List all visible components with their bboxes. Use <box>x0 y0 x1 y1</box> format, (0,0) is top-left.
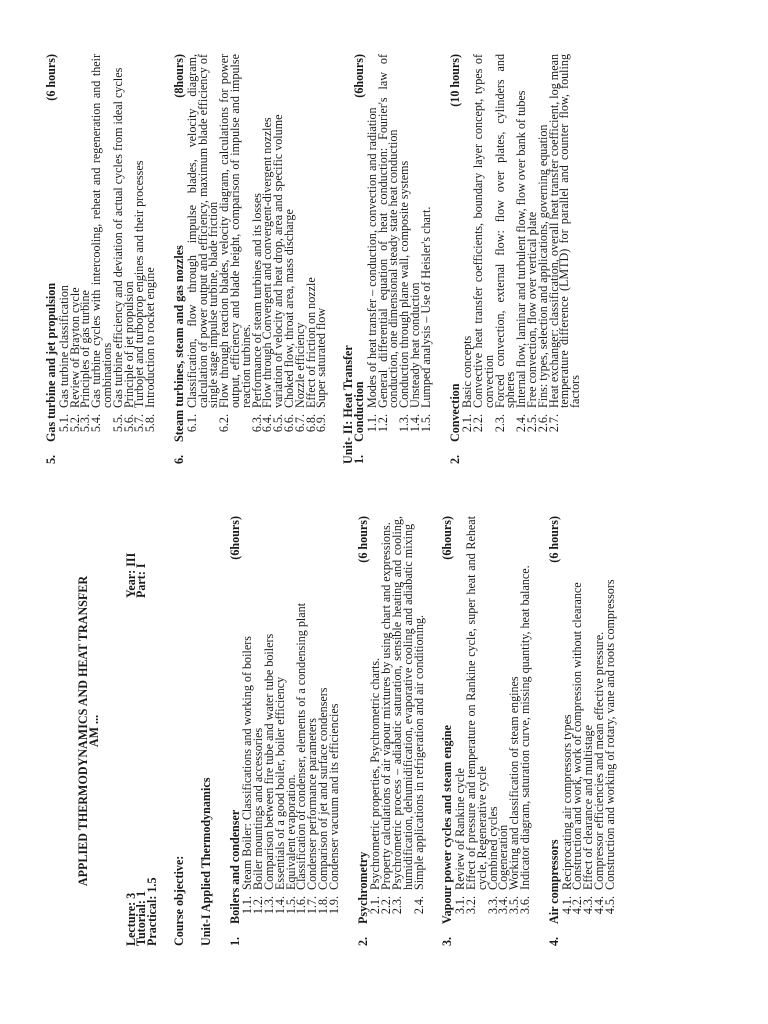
item-number: 1.5. <box>283 896 298 915</box>
item-text: Condenser performance parameters <box>305 718 320 890</box>
unit1-sections-b <box>46 54 327 464</box>
item-number: 6.1. <box>184 414 199 433</box>
item-number: 6.5. <box>271 414 286 433</box>
item-number: 3.6. <box>517 896 532 915</box>
item-text: Basic concepts <box>460 335 475 408</box>
list-item <box>389 516 415 924</box>
item-text: Convective heat transfer coefficients, boundary layer concept, types of convection <box>471 54 496 408</box>
item-text: Forced convection, external flow: flow over plates, cylinders and spheres <box>492 54 518 408</box>
part-label: Part: I <box>134 563 149 598</box>
document-subtitle: AM ... <box>86 714 101 748</box>
section-title: Air compressors <box>546 839 561 924</box>
item-text: Construction and working of rotary, vane and roots compressors <box>602 579 617 890</box>
section-hours: (6 hours) <box>44 54 58 101</box>
item-text: Classification of condenser, elements of a condensing plant <box>294 603 309 890</box>
item-text: Effect of pressure and temperature on Rankine cycle, super heat and Reheat cycle, Regenerative cycle <box>463 516 489 890</box>
item-number: 2.6. <box>535 414 550 433</box>
item-number: 6.9. <box>314 414 329 433</box>
item-number: 5.7. <box>132 414 147 433</box>
item-number: 6.7. <box>292 414 307 433</box>
item-number: 5.4. <box>89 414 104 433</box>
item-number: 2.5. <box>525 414 540 433</box>
item-text: Internal flow, laminar and turbulent flow, flow over bank of tubes <box>514 90 529 408</box>
item-number: 1.8. <box>315 896 330 915</box>
course-objective-heading: Course objective: <box>171 855 186 946</box>
section <box>447 54 583 464</box>
item-text: Reciprocating air compressors types <box>559 714 574 890</box>
item-text: Indicator diagram, saturation curve, missing quantity, heat balance. <box>517 565 532 890</box>
item-text: Classification, flow through impulse blades, velocity diagram, calculation of power output and efficiency, maximum blade efficiency of single stage impulse turbine, blade friction <box>184 54 221 408</box>
item-number: 4.5. <box>602 896 617 915</box>
item-number: 6.8. <box>303 414 318 433</box>
section-number: 2. <box>355 936 370 946</box>
year-label: Year: III <box>123 552 138 598</box>
section-title: Psychrometry <box>355 851 370 924</box>
lecture-hours: Lecture: 3 <box>123 892 138 946</box>
list-item <box>184 54 221 442</box>
item-text: Modes of heat transfer – conduction, convection and radiation <box>364 107 379 408</box>
section-items <box>364 54 433 442</box>
list-item <box>316 54 327 442</box>
item-text: Psychrometric properties, Psychrometric charts. <box>368 657 383 890</box>
left-column <box>78 516 615 946</box>
section-title: Convection <box>447 383 462 442</box>
section-hours: (6hours) <box>227 516 242 560</box>
item-text: General differential equation of heat conduction: Fourier's law of conduction, one dimensional steady state heat conduction <box>375 54 401 408</box>
section-items <box>462 54 581 442</box>
item-number: 5.5. <box>110 414 125 433</box>
document-title: APPLIED THERMODYNAMICS AND HEAT TRANSFER <box>76 575 90 887</box>
unit2-heading: Unit- II: Heat Transfer <box>341 345 356 464</box>
unit2-sections <box>351 54 583 464</box>
section-items <box>370 516 424 924</box>
list-item <box>326 516 341 924</box>
list-item <box>375 54 401 442</box>
item-text: Cogeneration <box>496 824 511 890</box>
item-number: 3.2. <box>463 896 478 915</box>
item-text: Review of Rankine cycle <box>453 768 468 890</box>
section-heading <box>227 516 242 946</box>
item-text: Boiler mountings and accessories <box>251 727 266 890</box>
item-text: Review of Brayton cycle <box>67 287 82 408</box>
list-item <box>517 516 532 924</box>
section-items <box>56 54 158 442</box>
list-item <box>602 516 617 924</box>
item-text: Equivalent evaporation. <box>283 774 298 890</box>
item-text: Heat exchanger: classification, overall heat transfer coefficient, log mean temperature difference (LMTD) for parallel and counter flow, fouling factors <box>546 54 583 408</box>
item-number: 1.4. <box>407 414 422 433</box>
item-number: 4.2. <box>570 896 585 915</box>
section-title: Vapour power cycles and steam engine <box>440 725 455 924</box>
section-hours: (6hours) <box>351 54 366 98</box>
item-number: 1.3. <box>397 414 412 433</box>
section <box>546 516 617 946</box>
section-heading <box>355 516 370 946</box>
item-number: 6.3. <box>249 414 264 433</box>
item-text: Conduction through plane wall, composite systems <box>397 160 412 408</box>
item-number: 2.3. <box>492 414 507 433</box>
item-text: Combined cycles <box>485 806 500 890</box>
item-number: 5.1. <box>56 414 71 433</box>
item-text: Comparison between fire tube and water tube boilers <box>261 633 276 890</box>
list-item <box>145 54 156 442</box>
item-number: 1.9. <box>326 896 341 915</box>
item-number: 3.4. <box>496 896 511 915</box>
right-column <box>46 54 581 464</box>
practical-hours: Practical: 1.5 <box>145 877 160 946</box>
item-number: 2.2. <box>379 896 394 915</box>
item-number: 6.6. <box>281 414 296 433</box>
section-hours: (6 hours) <box>355 516 370 563</box>
section-heading <box>447 54 462 464</box>
section <box>46 54 156 464</box>
section <box>227 516 341 946</box>
item-text: Comparison of jet and surface condensers <box>315 687 330 890</box>
section-heading <box>351 54 366 464</box>
item-text: Free convection, flow over vertical plate <box>525 211 540 408</box>
section-number: 1. <box>351 454 366 464</box>
item-number: 4.4. <box>591 896 606 915</box>
item-number: 3.5. <box>507 896 522 915</box>
item-text: Introduction to rocket engine <box>143 267 158 408</box>
section-items <box>242 516 339 924</box>
section-title: Gas turbine and jet propulsion <box>44 282 58 442</box>
item-number: 1.2. <box>375 414 390 433</box>
section <box>171 54 329 464</box>
item-number: 4.1. <box>559 896 574 915</box>
list-item <box>219 54 251 442</box>
list-item <box>418 54 433 442</box>
item-number: 4.3. <box>581 896 596 915</box>
section-hours: (6 hours) <box>546 516 561 563</box>
item-number: 1.5. <box>418 414 433 433</box>
item-text: Fins: types, selection and applications, governing equation <box>535 124 550 408</box>
section-heading <box>171 54 186 464</box>
item-number: 5.3. <box>78 414 93 433</box>
item-text: Compressor efficiencies and mean effective pressure. <box>591 631 606 890</box>
item-text: Property calculations of air vapour mixtures by using chart and expressions. <box>379 522 394 890</box>
item-text: Steam Boiler: Classifications and working of boilers <box>240 636 255 890</box>
item-text: Psychrometric process – adiabatic saturation, sensible heating and cooling, humidification, dehumidification, evaporative cooling and adiabatic mixing <box>389 516 415 890</box>
item-number: 2.7. <box>546 414 561 433</box>
section-number: 6. <box>171 454 186 464</box>
item-text: Flow through reaction blades, velocity diagram, calculations for power output, efficiency and blade height, comparison of impulse and impulse reaction turbines. <box>217 54 253 408</box>
section-number: 4. <box>546 936 561 946</box>
item-number: 3.3. <box>485 896 500 915</box>
section-items <box>184 54 329 442</box>
item-number: 1.6. <box>294 896 309 915</box>
item-text: Flow through Convergent and convergent-divergent nozzles <box>260 117 275 408</box>
section-heading <box>442 516 453 946</box>
item-number: 2.1. <box>368 896 383 915</box>
item-text: Turbojet and turboprop engines and their processes <box>132 160 147 408</box>
section-number: 2. <box>447 454 462 464</box>
section-items <box>559 516 617 924</box>
section-number: 3. <box>440 936 455 946</box>
list-item <box>492 54 518 442</box>
section-number: 5. <box>44 454 58 464</box>
course-meta <box>123 518 160 946</box>
list-item <box>546 54 583 442</box>
item-text: Gas turbine classification <box>56 285 71 408</box>
section-title: Boilers and condenser <box>227 809 242 924</box>
item-number: 5.2. <box>67 414 82 433</box>
section-heading <box>546 516 561 946</box>
section <box>355 516 426 946</box>
item-text: Gas turbine cycles with intercooling, reheat and regeneration and their combinations <box>89 54 114 408</box>
item-number: 3.1. <box>453 896 468 915</box>
item-text: Working and classification of steam engines <box>507 676 522 890</box>
item-text: Lumped analysis – Use of Heisler's chart. <box>418 206 433 408</box>
item-text: Construction and work, work of compression without clearance <box>570 582 585 890</box>
item-text: Unsteady heat conduction <box>407 282 422 408</box>
section-heading <box>46 54 57 464</box>
item-text: Performance of steam turbines and its losses <box>249 193 264 408</box>
item-number: 5.6. <box>121 414 136 433</box>
item-number: 1.4. <box>272 896 287 915</box>
item-number: 6.2. <box>217 414 232 433</box>
section <box>351 54 433 464</box>
section-number: 1. <box>227 936 242 946</box>
list-item <box>473 54 495 442</box>
item-number: 2.2. <box>471 414 486 433</box>
section-hours: (10 hours) <box>447 54 462 107</box>
item-text: Super saturated flow <box>314 307 329 408</box>
list-item <box>463 516 489 924</box>
item-number: 6.4. <box>260 414 275 433</box>
item-number: 1.2. <box>251 896 266 915</box>
item-text: Simple applications in refrigeration and air conditioning. <box>411 614 426 890</box>
item-text: variation of velocity and heat drop, area and specific volume <box>271 114 286 408</box>
section-title: Conduction <box>351 381 366 442</box>
list-item <box>91 54 113 442</box>
item-text: Nozzle efficiency <box>292 322 307 408</box>
section-hours: (8hours) <box>171 54 186 98</box>
item-text: Effect of clearance and multistage <box>581 725 596 890</box>
unit1-heading: Unit-I Applied Thermodynamics <box>198 777 213 946</box>
item-text: Effect of friction on nozzle <box>303 277 318 408</box>
item-number: 5.8. <box>143 414 158 433</box>
item-number: 1.7. <box>305 896 320 915</box>
item-text: Principle of jet propulsion <box>121 281 136 408</box>
item-number: 1.1. <box>240 896 255 915</box>
tutorial-hours: Tutorial: 1 <box>134 891 149 946</box>
item-text: Gas turbine efficiency and deviation of actual cycles from ideal cycles <box>110 67 125 408</box>
item-text: Condenser vacuum and its efficiencies <box>326 703 341 890</box>
item-number: 1.1. <box>364 414 379 433</box>
item-number: 1.3. <box>261 896 276 915</box>
unit1-sections-a <box>227 516 617 946</box>
item-number: 2.4. <box>514 414 529 433</box>
list-item <box>411 516 426 924</box>
item-number: 2.3. <box>389 896 404 915</box>
section-title: Steam turbines, steam and gas nozzles <box>171 245 186 442</box>
item-text: Essentials of a good boiler, boiler efficiency <box>272 676 287 890</box>
section <box>442 516 530 946</box>
section-hours: (6hours) <box>440 516 455 560</box>
section-items <box>455 516 531 924</box>
item-number: 2.1. <box>460 414 475 433</box>
item-number: 2.4. <box>411 896 426 915</box>
item-text: Choked flow, throat area, mass discharge <box>281 209 296 408</box>
item-text: Principles of gas turbine <box>78 290 93 408</box>
